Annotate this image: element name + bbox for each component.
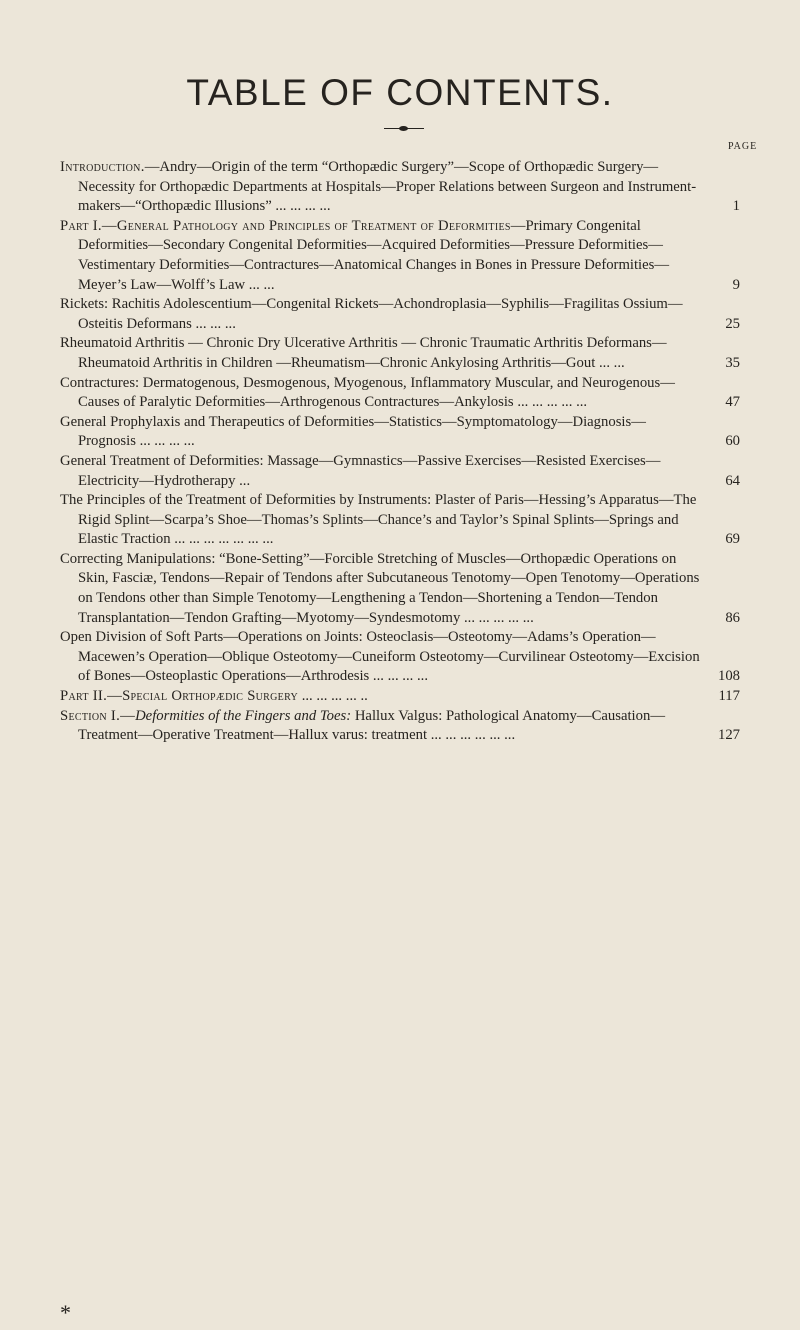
entry-text: Rheumatoid Arthritis — Chronic Dry Ulcerative Arthritis — Chronic Traumatic Arthritis Deformans—Rheumatoid Arthritis in Children —Rheumatism—Chronic Ankylosing Arthritis—Gout ... ...: [60, 335, 667, 371]
entry-lead: Introduction.: [60, 159, 145, 175]
toc-entry: [60, 550, 740, 628]
toc-entry: [60, 158, 740, 217]
entry-page-number: 69: [725, 531, 740, 548]
entry-page-number: 117: [718, 688, 740, 705]
entry-page-number: 1: [732, 198, 740, 215]
entry-text: Contractures: Dermatogenous, Desmogenous, Myogenous, Inflammatory Muscular, and Neurogenous—Causes of Paralytic Deformities—Arthrogenous Contractures—Ankylosis ... ... ... ... ...: [60, 374, 675, 411]
entry-page-number: 35: [725, 354, 740, 371]
footer-asterisk: *: [60, 1300, 71, 1325]
entry-page-number: 108: [717, 668, 740, 685]
entry-text: Open Division of Soft Parts—Operations on Joints: Osteoclasis—Osteotomy—Adams’s Operation—Macewen’s Operation—Oblique Osteotomy—Cuneiform Osteotomy—Curvilinear Osteotomy—Excision of Bones—Osteoplastic Operations—Arthrodesis ... ... ... ...: [60, 629, 700, 685]
entry-text: Hallux Valgus: Pathological Anatomy—Causation—Treatment—Operative Treatment—Hallux varus: treatment ... ... ... ... ... ...: [78, 707, 666, 744]
entry-lead: Part II.—Special Orthopædic Surgery: [60, 688, 299, 705]
entry-page-number: 47: [725, 394, 740, 411]
toc-entry: [60, 374, 740, 413]
entry-italic-heading: Deformities of the Fingers and Toes:: [135, 707, 352, 724]
entry-page-number: 9: [732, 276, 740, 293]
entry-page-number: 64: [725, 472, 740, 489]
toc-entry: [60, 491, 740, 550]
entry-lead: Section I.—: [60, 707, 136, 724]
entry-page-number: 60: [725, 433, 740, 450]
entry-text: —Andry—Origin of the term “Orthopædic Surgery”—Scope of Orthopædic Surgery—Necessity for Orthopædic Departments at Hospitals—Proper Relations between Surgeon and Instrument-makers—“Orthopædic Illusions” ... ... ... ...: [78, 159, 697, 215]
toc-entry: [60, 687, 740, 707]
entry-text: —Primary Congenital Deformities—Secondary Congenital Deformities—Acquired Deformities—Pressure Deformities—Vestimentary Deformities—Contractures—Anatomical Changes in Bones in Pressure Deformities—Meyer’s Law—Wolff’s Law ... ...: [78, 217, 670, 293]
toc-entry: [60, 217, 740, 295]
entry-text: General Treatment of Deformities: Massage—Gymnastics—Passive Exercises—Resisted Exercises—Electricity—Hydrotherapy ...: [60, 452, 661, 489]
toc-entry: [60, 295, 740, 334]
entry-page-number: 86: [725, 609, 740, 626]
title-ornament-rule: [384, 128, 424, 129]
entry-text: General Prophylaxis and Therapeutics of Deformities—Statistics—Symptomatology—Diagnosis—Prognosis ... ... ... ...: [60, 413, 646, 450]
toc-entry: [60, 452, 740, 491]
entry-text: ... ... ... ... ..: [298, 688, 368, 705]
entry-page-number: 127: [717, 727, 740, 744]
entry-text: Correcting Manipulations: “Bone-Setting”—Forcible Stretching of Muscles—Orthopædic Operations on Skin, Fasciæ, Tendons—Repair of Tendons after Subcutaneous Tenotomy—Open Tenotomy—Operations on Tendons other than Simple Tenotomy—Lengthening a Tendon—Shortening a Tendon—Tendon Transplantation—Tendon Grafting—Myotomy—Syndesmotomy ... ... ... ... ...: [60, 550, 700, 626]
toc-entry: [60, 628, 740, 687]
page-column-label: PAGE: [728, 141, 758, 152]
entry-text: Rickets: Rachitis Adolescentium—Congenital Rickets—Achondroplasia—Syphilis—Fragilitas Ossium—Osteitis Deformans ... ... ...: [60, 296, 683, 332]
entry-text: The Principles of the Treatment of Deformities by Instruments: Plaster of Paris—Hessing’s Apparatus—The Rigid Splint—Scarpa’s Shoe—Thomas’s Splints—Chance’s and Taylor’s Spinal Splints—Springs and Elastic Traction ... ... ... ... ... ... ...: [60, 492, 697, 548]
entry-page-number: 25: [725, 315, 740, 332]
page-title: TABLE OF CONTENTS.: [186, 72, 614, 113]
toc-entry: [60, 707, 740, 746]
toc-entry: [60, 413, 740, 452]
contents-list: [60, 158, 740, 746]
toc-entry: [60, 334, 740, 373]
entry-lead: Part I.—General Pathology and Principles of Treatment of Deformities: [60, 217, 511, 234]
